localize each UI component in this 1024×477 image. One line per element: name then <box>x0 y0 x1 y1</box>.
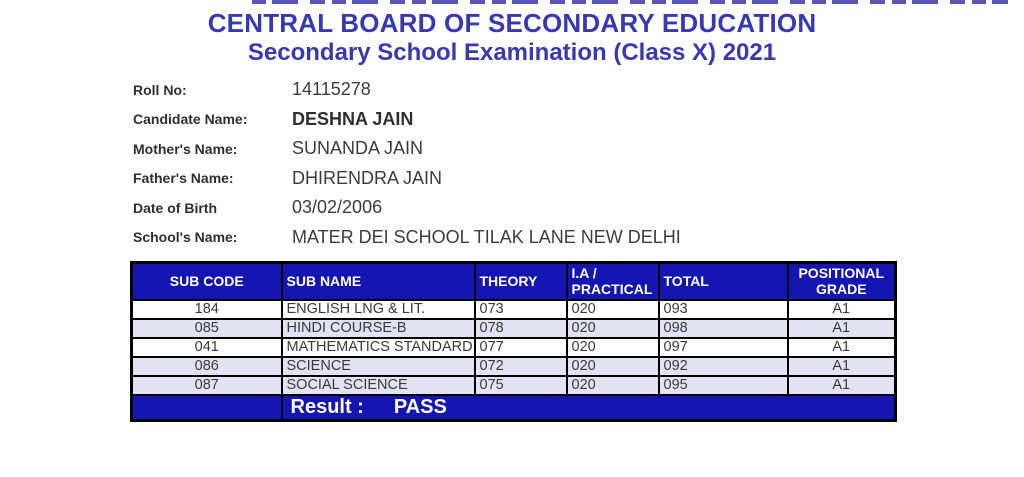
table-row <box>132 357 896 376</box>
cell-sub-code: 087 <box>132 376 282 395</box>
father-name-value: DHIRENDRA JAIN <box>292 167 443 188</box>
result-cell <box>282 395 896 421</box>
date-of-birth-label: Date of Birth <box>133 199 217 216</box>
cell-grade: A1 <box>788 357 896 376</box>
roll-no-value: 14115278 <box>292 79 371 100</box>
result-value: PASS <box>393 395 447 418</box>
cell-total: 097 <box>659 338 788 357</box>
header-practical: I.A / PRACTICAL <box>567 263 659 300</box>
cell-practical: 020 <box>567 338 659 357</box>
page-header <box>0 7 1024 67</box>
cell-sub-name: MATHEMATICS STANDARD <box>282 338 475 357</box>
cell-total: 098 <box>659 319 788 338</box>
cropped-text-remnant <box>252 0 1008 4</box>
cell-sub-name: SCIENCE <box>282 357 475 376</box>
header-positional-grade: POSITIONAL GRADE <box>788 263 896 300</box>
cell-practical: 020 <box>567 319 659 338</box>
school-name-value: MATER DEI SCHOOL TILAK LANE NEW DELHI <box>292 226 681 247</box>
table-row <box>132 300 896 319</box>
cell-theory: 077 <box>475 338 567 357</box>
detail-row-roll-no <box>133 75 873 105</box>
cell-theory: 073 <box>475 300 567 319</box>
cell-sub-name: HINDI COURSE-B <box>282 319 475 338</box>
header-sub-code: SUB CODE <box>132 263 282 300</box>
candidate-name-label: Candidate Name: <box>133 111 248 128</box>
cell-sub-code: 086 <box>132 357 282 376</box>
candidate-name-value: DESHNA JAIN <box>292 108 414 129</box>
cell-total: 092 <box>659 357 788 376</box>
result-label: Result : <box>290 395 364 418</box>
table-header-row <box>132 263 896 300</box>
header-theory: THEORY <box>475 263 567 300</box>
board-title: CENTRAL BOARD OF SECONDARY EDUCATION <box>207 8 817 38</box>
table-row <box>132 338 896 357</box>
cell-theory: 072 <box>475 357 567 376</box>
exam-subtitle: Secondary School Examination (Class X) 2021 <box>247 39 777 66</box>
header-total: TOTAL <box>659 263 788 300</box>
cell-practical: 020 <box>567 300 659 319</box>
cell-sub-name: ENGLISH LNG & LIT. <box>282 300 475 319</box>
marks-table <box>130 261 897 422</box>
detail-row-date-of-birth <box>133 193 873 223</box>
detail-row-mother-name <box>133 134 873 164</box>
cell-theory: 075 <box>475 376 567 395</box>
cell-practical: 020 <box>567 376 659 395</box>
school-name-label: School's Name: <box>133 229 238 246</box>
mother-name-value: SUNANDA JAIN <box>292 138 424 159</box>
result-empty-cell <box>132 395 282 421</box>
cell-sub-code: 041 <box>132 338 282 357</box>
cell-sub-code: 085 <box>132 319 282 338</box>
marks-table-container <box>130 261 897 422</box>
father-name-label: Father's Name: <box>133 170 234 187</box>
cell-total: 093 <box>659 300 788 319</box>
cell-total: 095 <box>659 376 788 395</box>
detail-row-candidate-name <box>133 105 873 135</box>
cell-sub-code: 184 <box>132 300 282 319</box>
cell-grade: A1 <box>788 300 896 319</box>
mother-name-label: Mother's Name: <box>133 140 238 157</box>
table-row <box>132 319 896 338</box>
cell-grade: A1 <box>788 376 896 395</box>
cell-grade: A1 <box>788 338 896 357</box>
cell-sub-name: SOCIAL SCIENCE <box>282 376 475 395</box>
result-row <box>132 395 896 421</box>
roll-no-label: Roll No: <box>133 81 187 98</box>
candidate-details <box>133 75 873 252</box>
date-of-birth-value: 03/02/2006 <box>292 197 383 218</box>
cell-grade: A1 <box>788 319 896 338</box>
detail-row-school-name <box>133 223 873 253</box>
cell-practical: 020 <box>567 357 659 376</box>
header-sub-name: SUB NAME <box>282 263 475 300</box>
cell-theory: 078 <box>475 319 567 338</box>
table-row <box>132 376 896 395</box>
detail-row-father-name <box>133 164 873 194</box>
